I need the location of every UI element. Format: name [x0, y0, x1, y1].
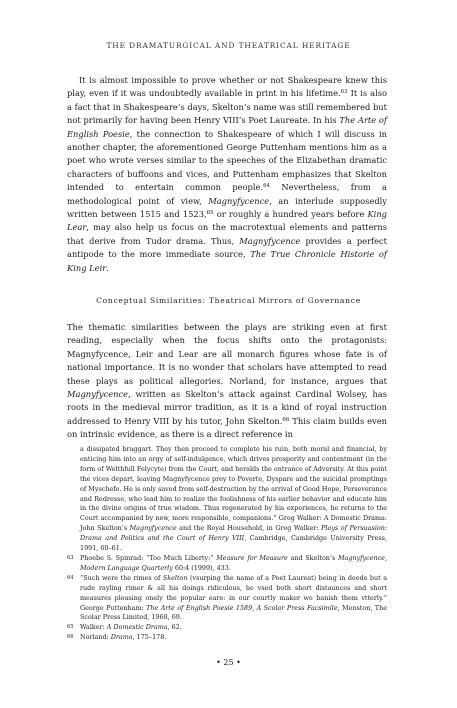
body-paragraph-1: [67, 74, 387, 275]
text-run: and Skelton’s: [287, 553, 338, 562]
footnote-number: 63: [67, 554, 74, 561]
text-run: a dissipated braggart. They then proceed to complete his ruin, both moral and financial, by enticing him into an orgy of self-indulgence, which drives prosperity and contentment (in the form of Welthfull Felycyte) from the Court, and heralds the entrance of Adversity. At this point the vices depart, leaving Magnyfycence prey to Poverte, Dyspare and the suicidal promptings of Myschefe. He is only saved from self-destruction by the arrival of Good Hope, Perseverance and Redresse, who lead him to realize the foolishness of his earlier behavior and educate him in the divine origins of true wisdom. Thus regenerated by his experiences, he returns to the Court accompanied by new, more responsible, companions.” Greg Walker: A Domestic Drama: John Skelton’s: [80, 445, 387, 533]
text-run: provides a perfect antipode to the more immediate source,: [67, 235, 387, 260]
work-title: Plays of Persuasion: Drama and Politics and the Court of Henry VIII: [80, 524, 387, 543]
footnote-ref-66[interactable]: 66: [282, 416, 290, 423]
footnote-number: 65: [67, 624, 74, 631]
footnote-text: [80, 623, 387, 633]
footnote-63: [67, 554, 387, 574]
journal-title: Modern Language Quarterly: [80, 563, 173, 572]
footnote-text: [80, 554, 387, 574]
work-title: Magnyfycence: [208, 195, 270, 206]
text-run: Walker:: [80, 623, 107, 632]
text-run: , the connection to Shakespeare of which I will discuss in another chapter, the aforementioned George Puttenham mentions him as a poet who wrote verses similar to the speeches of the Elizabethan dramatic characters of buffoons and vices, and Puttenham emphasizes that Skelton intended to entertain common people.: [67, 128, 387, 193]
footnote-continuation: [67, 445, 387, 554]
work-title: King Lear: [67, 209, 387, 233]
page-number: • 25 •: [216, 658, 241, 667]
text-run: , 175–178.: [132, 633, 167, 642]
author-name: Skelton: [162, 573, 188, 582]
text-run: , written as Skelton’s attack against Cardinal Wolsey, has roots in the medieval mirror tradition, as it is a kind of royal instruction addressed to Henry VIII by his tutor, John Skelton.: [67, 389, 387, 426]
footnote-ref-63[interactable]: 63: [340, 89, 348, 96]
text-run: ,: [384, 553, 388, 562]
text-run: Nevertheless, from a methodological point of view,: [67, 182, 388, 206]
text-run: The thematic similarities between the plays are striking even at first reading, especially when the focus shifts onto the protagonists: Magnyfycence, Leir and Lear are all monarch figures whose fate is of national importance. It is no wonder that scholars have attempted to read these plays as political allegories. Norland, for instance, argues that: [67, 322, 387, 386]
text-run: , an interlude supposedly written between 1515 and 1523,: [67, 195, 387, 220]
text-run: “Such were the rimes of: [80, 573, 163, 582]
work-title: The Arte of English Poesie: [67, 115, 387, 139]
footnote-66: [67, 633, 387, 643]
footnote-65: [67, 623, 387, 633]
text-run: Phoebe S. Spinrad: “Too Much Liberty:”: [80, 553, 217, 562]
body-paragraph-2: [67, 321, 387, 442]
text-run: (vsurping the name of a Poet Laureat) being in deede but a rude rayling rimer & all his doings ridiculous, he vsed both short distaunces and short measures pleasing onely the popular eare: in our courtly maker we banish them vtterly.” George Puttenham:: [80, 573, 387, 612]
footnotes: [67, 445, 387, 643]
text-run: , 62.: [167, 623, 182, 632]
text-run: Norland:: [80, 633, 111, 642]
work-title: Magnyfycence: [239, 235, 301, 246]
work-title: Measure for Measure: [216, 553, 288, 562]
footnote-ref-64[interactable]: 64: [263, 183, 271, 190]
text-run: or roughly a hundred years before: [213, 209, 368, 220]
text-run: This claim builds even on intrinsic evidence, as there is a direct reference in: [67, 415, 387, 440]
footnote-text: [80, 633, 387, 643]
text-run: .: [106, 262, 109, 273]
footnote-ref-65[interactable]: 65: [206, 210, 214, 217]
work-title: A Domestic Drama: [106, 623, 168, 632]
work-title: Magnyfycence: [337, 553, 385, 562]
text-run: , Cambridge, Cambridge University Press, 1991, 60–61.: [80, 534, 387, 553]
footnote-number: 64: [67, 574, 74, 581]
text-run: , may also help us focus on the macrotextual elements and patterns that derive from Tudor drama. Thus,: [67, 222, 387, 246]
footnote-number: 66: [67, 634, 74, 641]
work-title: Drama: [110, 633, 133, 642]
text-run: 60:4 (1999), 433.: [172, 563, 231, 572]
running-head: THE DRAMATURGICAL AND THEATRICAL HERITAGE: [106, 41, 351, 50]
footnote-text: [80, 574, 387, 624]
text-run: , Menston, The Scolar Press Limited, 1968, 69.: [80, 603, 387, 622]
work-title: The Arte of English Poesie 1589, A Scolar Press Facsimile: [146, 603, 338, 612]
text-run: It is almost impossible to prove whether or not Shakespeare knew this play, even if it was undoubtedly available in print in his lifetime.: [67, 75, 387, 99]
footnote-64: [67, 574, 387, 624]
section-heading: Conceptual Similarities: Theatrical Mirrors of Governance: [96, 296, 361, 305]
work-title: Magnyfycence: [129, 524, 177, 533]
work-title: Magnyfycence: [67, 389, 128, 400]
text-run: and the Royal Household, in Greg Walker:: [176, 524, 322, 533]
work-title: The True Chronicle Historie of King Leir: [67, 249, 387, 273]
text-run: It is also a fact that in Shakespeare’s days, Skelton’s name was still remembered but not primarily for having been Henry VIII’s Poet Laureate. In his: [67, 88, 387, 126]
